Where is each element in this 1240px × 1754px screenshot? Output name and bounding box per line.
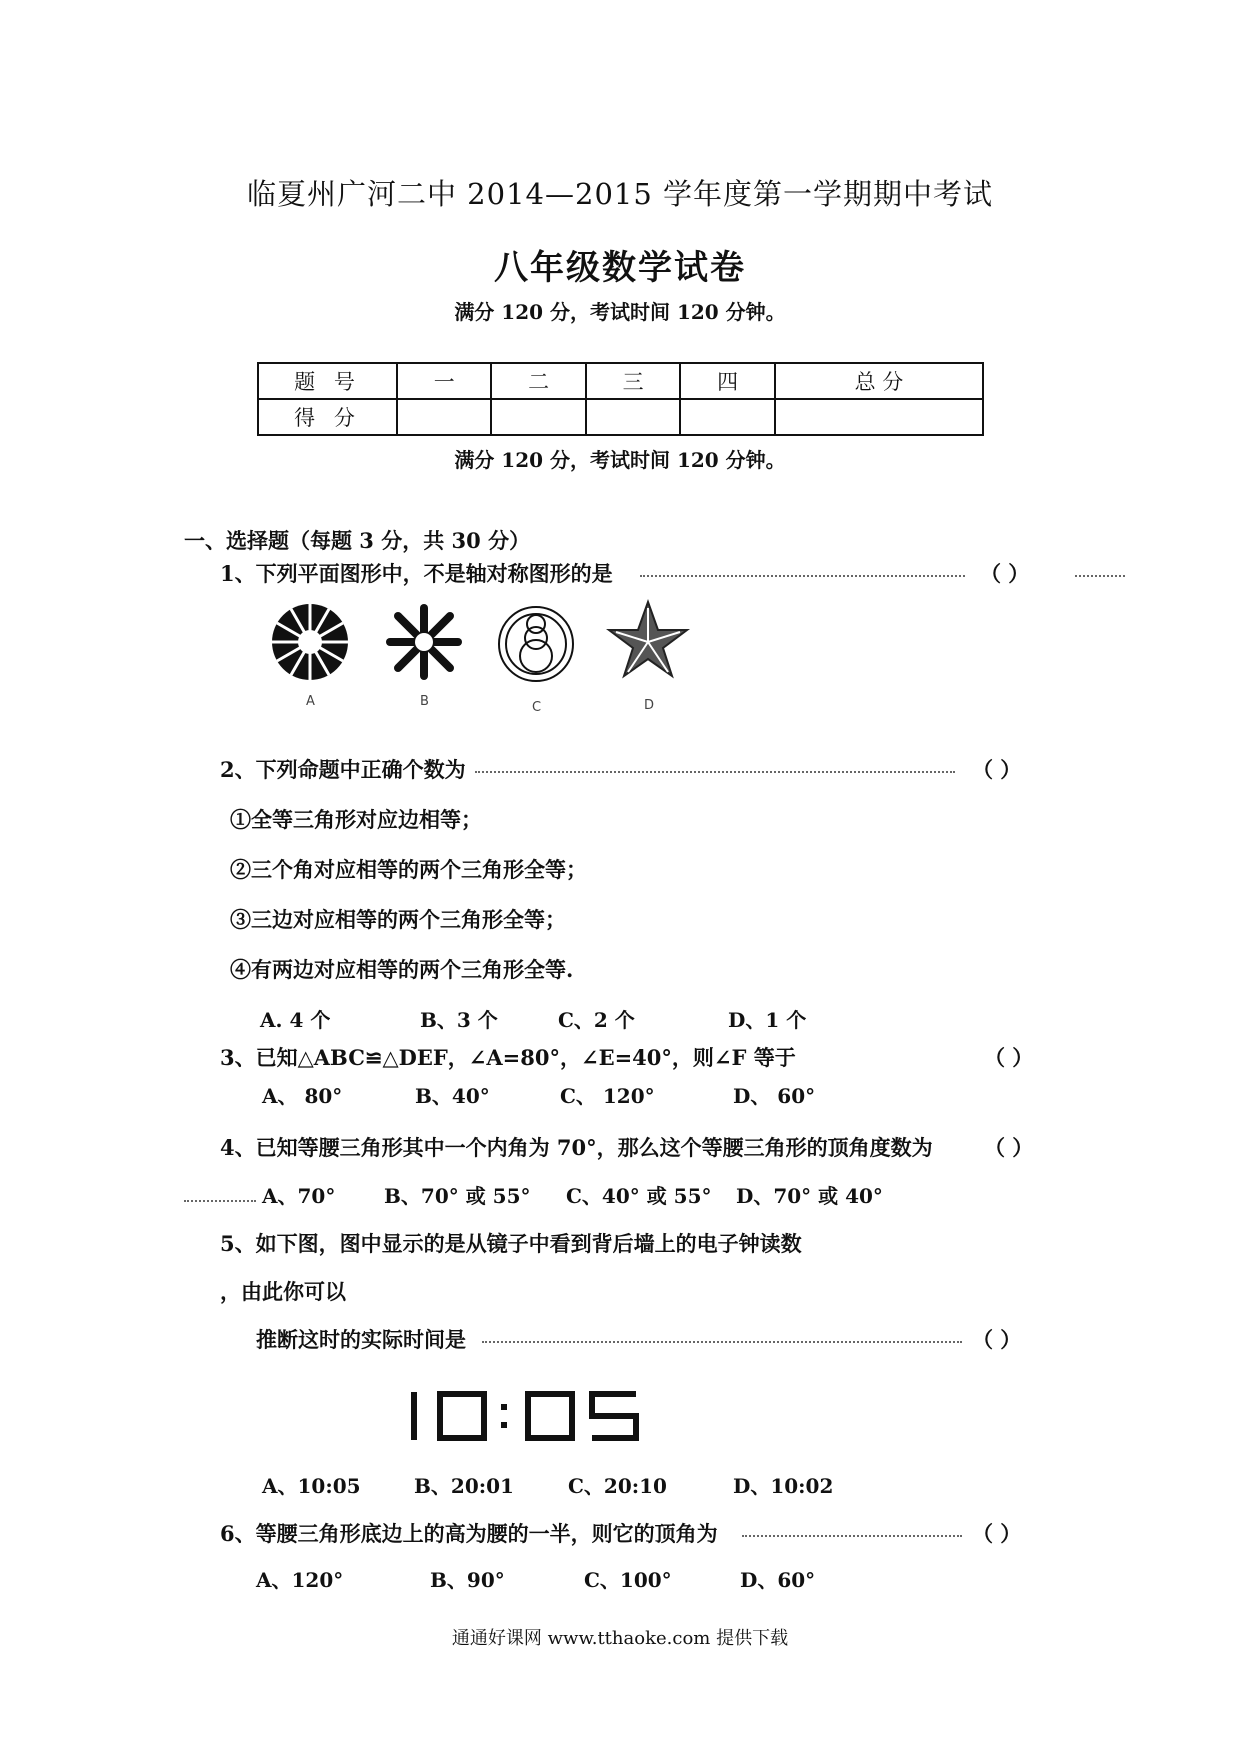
option-b[interactable]: B、40° — [415, 1084, 490, 1108]
figure-c-circles-icon — [496, 602, 576, 686]
score-table-cell: 二 — [491, 363, 585, 399]
option-c[interactable]: C、20:10 — [568, 1474, 667, 1498]
question-5-text: 5、如下图，图中显示的是从镜子中看到背后墙上的电子钟读数 — [220, 1231, 802, 1256]
exam-note-below-table: 满分 120 分，考试时间 120 分钟。 — [454, 448, 786, 472]
answer-paren[interactable]: （ ） — [972, 757, 1022, 782]
figure-label: B — [420, 694, 429, 709]
leader-dots — [640, 575, 965, 577]
option-c[interactable]: C、 120° — [560, 1084, 655, 1108]
exam-subtitle: 八年级数学试卷 — [494, 248, 746, 288]
exam-note: 满分 120 分，考试时间 120 分钟。 — [454, 300, 786, 324]
figure-label: A — [306, 694, 315, 709]
figure-d-pentagram-icon — [606, 598, 690, 682]
question-5-text-cont: ，由此你可以 — [220, 1279, 346, 1304]
option-b[interactable]: B、20:01 — [414, 1474, 514, 1498]
statement-item: ④有两边对应相等的两个三角形全等. — [230, 957, 574, 982]
option-b[interactable]: B、70° 或 55° — [384, 1184, 531, 1208]
answer-paren[interactable]: （ ） — [984, 1045, 1034, 1070]
option-a[interactable]: A、10:05 — [262, 1474, 361, 1498]
option-d[interactable]: D、70° 或 40° — [736, 1184, 883, 1208]
question-1-text: 1、下列平面图形中，不是轴对称图形的是 — [220, 561, 613, 586]
figure-a-spiral-icon — [268, 600, 352, 684]
option-b[interactable]: B、90° — [430, 1568, 505, 1592]
score-blank-cell[interactable] — [775, 399, 983, 435]
answer-paren[interactable]: （ ） — [984, 1135, 1034, 1160]
leader-dots — [742, 1535, 962, 1537]
statement-item: ②三个角对应相等的两个三角形全等； — [230, 857, 587, 882]
score-table-cell: 一 — [397, 363, 491, 399]
option-a[interactable]: A、 80° — [262, 1084, 343, 1108]
score-table-score-row — [258, 399, 983, 435]
option-d[interactable]: D、60° — [740, 1568, 816, 1592]
option-b[interactable]: B、3 个 — [420, 1008, 498, 1032]
option-d[interactable]: D、10:02 — [733, 1474, 834, 1498]
page-footer: 通通好课网 www.tthaoke.com 提供下载 — [451, 1628, 789, 1649]
figure-label: D — [644, 698, 655, 713]
answer-paren[interactable]: （ ） — [972, 1327, 1022, 1352]
answer-paren[interactable]: （ ） — [980, 561, 1030, 586]
option-c[interactable]: C、100° — [584, 1568, 672, 1592]
option-a[interactable]: A、120° — [256, 1568, 344, 1592]
question-2-text: 2、下列命题中正确个数为 — [220, 757, 466, 782]
leader-dots — [475, 771, 955, 773]
score-blank-cell[interactable] — [586, 399, 680, 435]
question-3-text: 3、已知△ABC≌△DEF，∠A=80°，∠E=40°，则∠F 等于 — [220, 1045, 796, 1070]
score-table-cell: 得 分 — [258, 399, 397, 435]
score-table-cell: 四 — [680, 363, 774, 399]
statement-item: ③三边对应相等的两个三角形全等； — [230, 907, 566, 932]
exam-title: 临夏州广河二中 2014—2015 学年度第一学期期中考试 — [246, 177, 994, 211]
answer-paren[interactable]: （ ） — [972, 1521, 1022, 1546]
option-a[interactable]: A. 4 个 — [260, 1008, 331, 1032]
figure-label: C — [532, 700, 542, 715]
section-heading: 一、选择题（每题 3 分，共 30 分） — [184, 528, 531, 553]
score-blank-cell[interactable] — [397, 399, 491, 435]
digital-clock-icon — [400, 1386, 650, 1446]
question-6-text: 6、等腰三角形底边上的高为腰的一半，则它的顶角为 — [220, 1521, 718, 1546]
score-blank-cell[interactable] — [491, 399, 585, 435]
option-d[interactable]: D、1 个 — [728, 1008, 807, 1032]
score-blank-cell[interactable] — [680, 399, 774, 435]
score-table-cell: 题 号 — [258, 363, 397, 399]
option-a[interactable]: A、70° — [262, 1184, 336, 1208]
score-table — [257, 362, 984, 436]
option-c[interactable]: C、2 个 — [558, 1008, 635, 1032]
option-c[interactable]: C、40° 或 55° — [566, 1184, 712, 1208]
leader-dots — [184, 1200, 256, 1202]
leader-dots — [482, 1341, 962, 1343]
score-table-cell: 三 — [586, 363, 680, 399]
question-5-text-cont: 推断这时的实际时间是 — [256, 1327, 466, 1352]
score-table-header-row — [258, 363, 983, 399]
statement-item: ①全等三角形对应边相等； — [230, 807, 482, 832]
question-4-text: 4、已知等腰三角形其中一个内角为 70°，那么这个等腰三角形的顶角度数为 — [220, 1135, 933, 1160]
figure-b-star-icon — [384, 602, 464, 682]
option-d[interactable]: D、 60° — [733, 1084, 816, 1108]
leader-dots — [1075, 575, 1125, 577]
score-table-cell: 总 分 — [775, 363, 983, 399]
